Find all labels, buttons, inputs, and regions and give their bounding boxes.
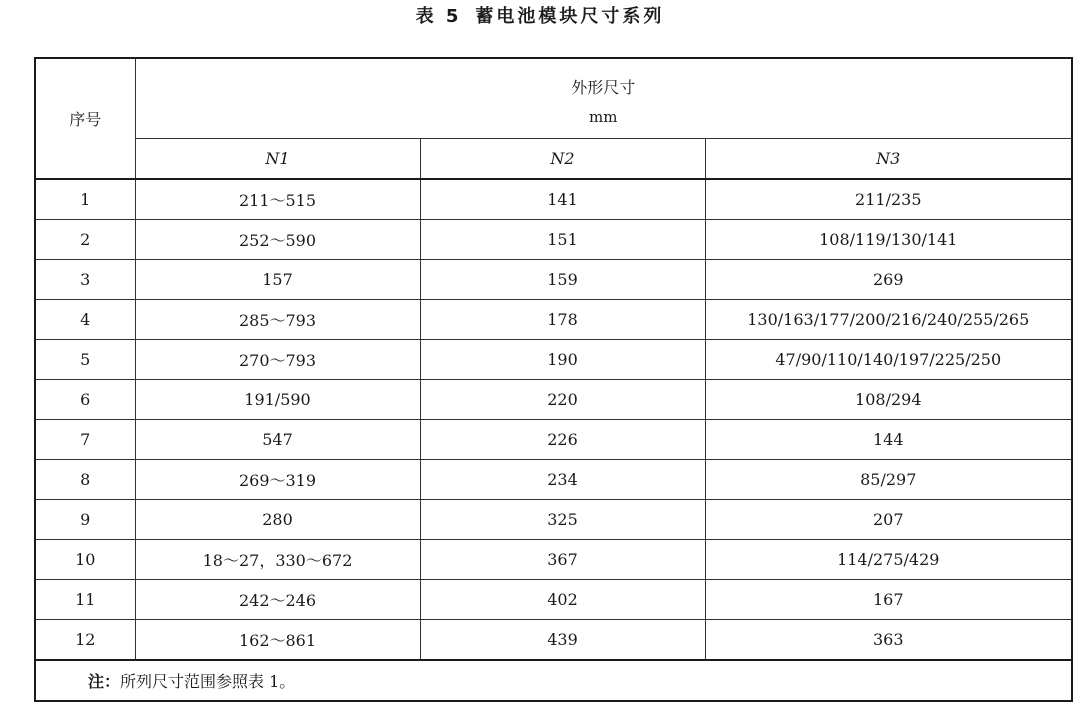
table-number: 表 5 — [415, 6, 462, 27]
table-row — [35, 179, 1072, 220]
column-header-n3: N3 — [705, 139, 1072, 180]
cell-n2: 402 — [420, 580, 705, 620]
cell-n2: 226 — [420, 420, 705, 460]
cell-n1: 547 — [135, 420, 420, 460]
cell-n3: 363 — [705, 620, 1072, 661]
table-note — [35, 660, 1072, 701]
cell-n1: 252～590 — [135, 220, 420, 260]
cell-n3: 207 — [705, 500, 1072, 540]
table-row — [35, 340, 1072, 380]
cell-n1: 269～319 — [135, 460, 420, 500]
table-row — [35, 300, 1072, 340]
cell-n1: 285～793 — [135, 300, 420, 340]
table-title-text: 蓄电池模块尺寸系列 — [475, 6, 665, 27]
cell-n2: 325 — [420, 500, 705, 540]
cell-n1: 280 — [135, 500, 420, 540]
table-title — [0, 4, 1080, 30]
cell-n3: 269 — [705, 260, 1072, 300]
cell-n1: 270～793 — [135, 340, 420, 380]
cell-seq: 7 — [35, 420, 135, 460]
cell-n2: 439 — [420, 620, 705, 661]
table-row — [35, 420, 1072, 460]
dimension-group-header — [135, 58, 1072, 139]
cell-n1: 211～515 — [135, 179, 420, 220]
table-row — [35, 460, 1072, 500]
cell-n2: 178 — [420, 300, 705, 340]
dimension-unit: mm — [589, 108, 618, 126]
cell-seq: 9 — [35, 500, 135, 540]
seq-header: 序号 — [35, 58, 135, 179]
table-row — [35, 540, 1072, 580]
cell-n1: 18～27，330～672 — [135, 540, 420, 580]
table-row — [35, 620, 1072, 661]
cell-n3: 108/119/130/141 — [705, 220, 1072, 260]
dimension-group-title: 外形尺寸 — [571, 78, 636, 97]
table-row — [35, 580, 1072, 620]
cell-n3: 47/90/110/140/197/225/250 — [705, 340, 1072, 380]
cell-n1: 162～861 — [135, 620, 420, 661]
cell-n1: 242～246 — [135, 580, 420, 620]
cell-n1: 191/590 — [135, 380, 420, 420]
cell-seq: 6 — [35, 380, 135, 420]
cell-seq: 5 — [35, 340, 135, 380]
cell-n2: 159 — [420, 260, 705, 300]
cell-n2: 190 — [420, 340, 705, 380]
table-row — [35, 260, 1072, 300]
battery-module-dimension-table — [34, 57, 1073, 702]
table-body — [35, 179, 1072, 660]
cell-seq: 2 — [35, 220, 135, 260]
table-row — [35, 500, 1072, 540]
cell-n3: 130/163/177/200/216/240/255/265 — [705, 300, 1072, 340]
cell-n3: 211/235 — [705, 179, 1072, 220]
note-label: 注： — [88, 672, 121, 691]
note-text: 所列尺寸范围参照表 1。 — [120, 672, 296, 691]
table-row — [35, 380, 1072, 420]
cell-n3: 144 — [705, 420, 1072, 460]
cell-n2: 234 — [420, 460, 705, 500]
cell-seq: 3 — [35, 260, 135, 300]
cell-n1: 157 — [135, 260, 420, 300]
cell-n3: 114/275/429 — [705, 540, 1072, 580]
column-header-n2: N2 — [420, 139, 705, 180]
cell-seq: 11 — [35, 580, 135, 620]
cell-n3: 108/294 — [705, 380, 1072, 420]
cell-seq: 8 — [35, 460, 135, 500]
cell-n2: 220 — [420, 380, 705, 420]
cell-n2: 141 — [420, 179, 705, 220]
cell-n3: 167 — [705, 580, 1072, 620]
cell-n3: 85/297 — [705, 460, 1072, 500]
cell-seq: 10 — [35, 540, 135, 580]
cell-seq: 12 — [35, 620, 135, 661]
cell-n2: 367 — [420, 540, 705, 580]
table-row — [35, 220, 1072, 260]
column-header-n1: N1 — [135, 139, 420, 180]
cell-seq: 4 — [35, 300, 135, 340]
cell-n2: 151 — [420, 220, 705, 260]
cell-seq: 1 — [35, 179, 135, 220]
